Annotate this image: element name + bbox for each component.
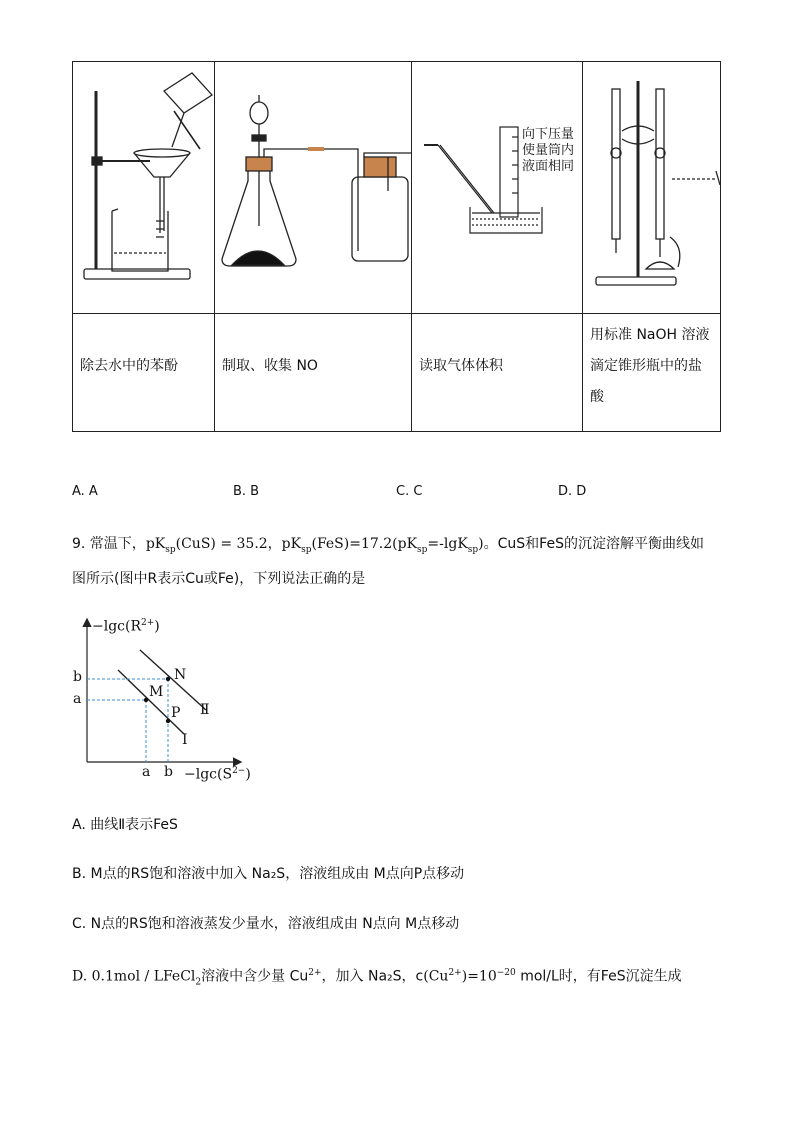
label-curve-i: I [182,732,188,748]
x-axis-label-text: −lgc(S [184,766,233,783]
q9-option-d-part3: ，加入 Na₂S，c [321,968,424,985]
caption-d-line1: 用标准 NaOH 溶液 [590,327,710,343]
q9-sp-3: sp [417,544,428,555]
label-m: M [149,684,164,700]
point-n-dot [166,677,170,681]
caption-d [590,320,710,413]
q9-pk-cus: pK [145,536,166,552]
caption-c: 读取气体体积 [419,358,503,374]
q9-option-d-exp: −20 [496,968,516,978]
q9-stem-line1 [72,534,704,560]
titration-apparatus-drawing [596,81,720,285]
q9-pk-fes: pK [281,536,302,552]
q9-prefix: 9. 常温下， [72,536,146,552]
point-m-dot [144,698,148,702]
q9-sp-2: sp [301,544,312,555]
tick-b-y: b [73,669,82,685]
q9-option-a: A. 曲线Ⅱ表示FeS [72,817,178,833]
q9-sp-1: sp [165,544,176,555]
x-axis-label-sup: 2− [232,766,246,776]
gas-reading-note [522,127,574,175]
no-generation-apparatus-drawing [222,95,411,266]
q9-stem-tail: CuS和FeS的沉淀溶解平衡曲线如 [497,536,704,552]
tick-a-x: a [142,764,151,780]
q9-option-b: B. M点的RS饱和溶液中加入 Na₂S，溶液组成由 M点向P点移动 [72,866,465,882]
q9-graph [60,612,260,792]
point-p-dot [166,719,170,723]
label-curve-ii: Ⅱ [200,702,210,718]
q9-option-d-sup: 2+ [308,968,322,978]
apparatus-table [72,61,721,432]
q9-stem-line2: 图所示(图中R表示Cu或Fe)，下列说法正确的是 [72,571,366,587]
q9-def-end: )。 [478,536,498,552]
gas-reading-note-line2: 使量筒内 [522,143,575,158]
y-axis-label-close: ) [154,618,160,635]
tick-a-y: a [73,691,82,707]
q9-cus-value: (CuS) = 35.2， [175,536,282,552]
filtration-apparatus-drawing [84,73,212,279]
q9-def-mid: =-lgK [427,536,468,552]
caption-d-line3: 酸 [590,389,604,405]
y-axis-label-sup: 2+ [141,618,155,628]
q9-sp-4: sp [467,544,479,555]
q9-option-d-part6: mol/L时，有FeS沉淀生成 [515,968,682,985]
q8-option-c: C. C [396,484,423,499]
q9-option-d [72,963,682,992]
q8-option-b: B. B [233,484,260,499]
q9-option-d-part1: D. 0.1mol / LFeCl [72,968,196,985]
q8-option-a: A. A [72,484,98,499]
x-axis-label-close: ) [245,766,251,783]
q9-def-open: (pK [392,536,418,552]
q9-option-d-part4: (Cu [423,968,449,985]
caption-a: 除去水中的苯酚 [80,358,178,374]
y-axis-label-text: −lgc(R [92,618,142,635]
label-n: N [174,667,187,683]
tick-b-x: b [164,764,173,780]
q9-fes-value: (FeS)=17.2 [311,536,393,552]
q9-option-d-part2: 溶液中含少量 Cu [201,968,309,985]
caption-b: 制取、收集 NO [222,358,318,374]
q9-option-d-sup2: 2+ [448,968,462,978]
gas-reading-note-line3: 液面相同 [522,159,575,174]
x-axis-label [184,766,251,783]
q8-option-d: D. D [558,484,587,499]
gas-reading-note-line1: 向下压量 [522,127,575,142]
q9-option-d-sub: 2 [195,977,202,988]
q9-option-d-part5: )=10 [461,968,497,985]
q9-graph-svg [60,612,260,792]
y-axis-label [92,618,160,635]
q9-option-c: C. N点的RS饱和溶液蒸发少量水，溶液组成由 N点向 M点移动 [72,916,460,932]
caption-d-line2: 滴定锥形瓶中的盐 [590,358,702,374]
label-p: P [171,705,181,721]
